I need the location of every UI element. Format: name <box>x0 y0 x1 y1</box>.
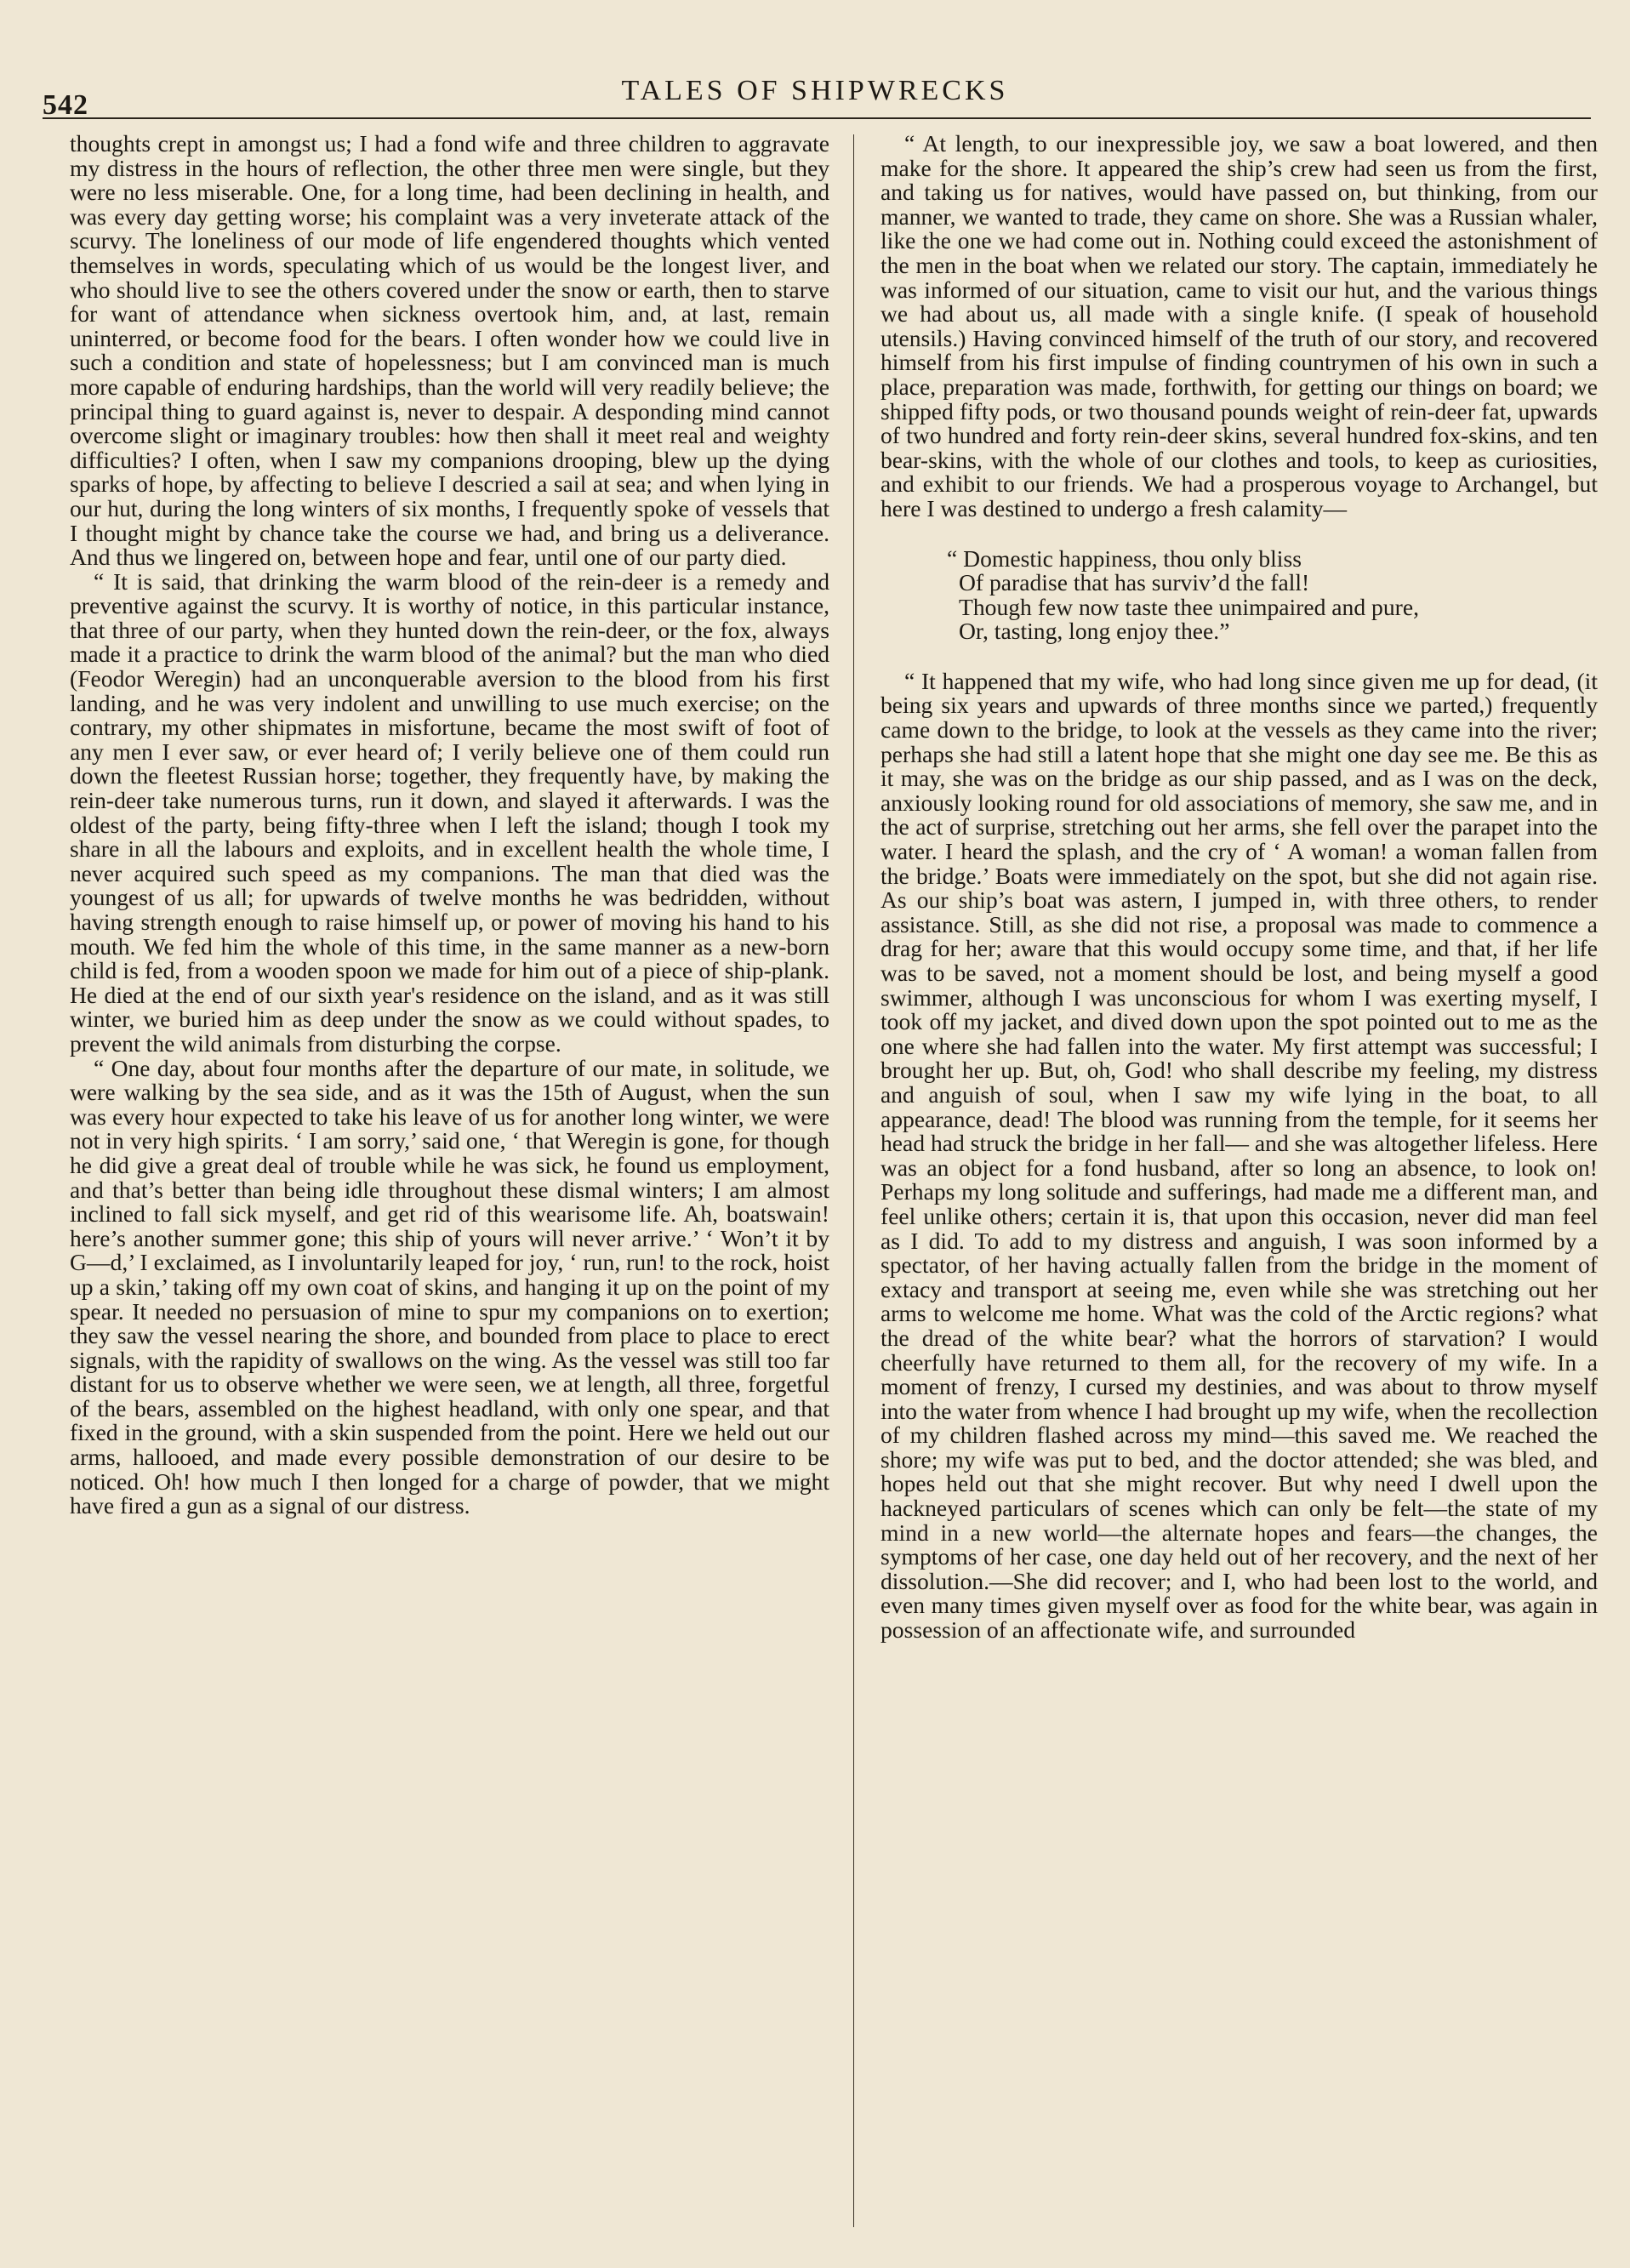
header-rule <box>43 117 1591 119</box>
right-column <box>881 132 1598 1643</box>
left-column <box>70 132 829 1519</box>
verse-line: “ Domestic happiness, thou only bliss <box>947 544 1302 572</box>
paragraph: “ It is said, that drinking the warm blood of the rein-deer is a remedy and preventive against the scurvy. It is worthy of notice, in this particular instance, that three of our party, when they hunted down the rein-deer, or the fox, always made it a practice to drink the warm blood of the animal? but the man who died (Feodor Weregin) had an unconquerable aversion to the blood from his first landing, and he was very indolent and unwilling to use much exercise; on the contrary, my other shipmates in misfortune, became the most swift of foot of any men I ever saw, or ever heard of; I verily believe one of them could run down the fleetest Russian horse; together, they frequently have, by making the rein-deer take numerous turns, run it down, and slayed it afterwards. I was the oldest of the party, being fifty-three when I left the island; though I took my share in all the labours and exploits, and in excellent health the whole time, I never acquired such speed as my companions. The man that died was the youngest of us all; for upwards of twelve months he was bedridden, without having strength enough to raise himself up, or power of moving his hand to his mouth. We fed him the whole of this time, in the same manner as a new-born child is fed, from a wooden spoon we made for him out of a piece of ship-plank. He died at the end of our sixth year's residence on the island, and as it was still winter, we buried him as deep under the snow as we could without spades, to prevent the wild animals from disturbing the corpse. <box>70 567 829 1057</box>
column-divider <box>853 134 854 2227</box>
paragraph: “ At length, to our inexpressible joy, we saw a boat lowered, and then make for the shore. It appeared the ship’s crew had seen us from the first, and taking us for natives, would have passed on, but thinking, from our manner, we wanted to trade, they came on shore. She was a Russian whaler, like the one we had come out in. Nothing could exceed the astonishment of the men in the boat when we related our story. The captain, immediately he was informed of our situation, came to visit our hut, and the various things we had about us, all made with a single knife. (I speak of household utensils.) Having convinced himself of the truth of our story, and recovered himself from his first impulse of finding countrymen of his own in such a place, preparation was made, forthwith, for getting our things on board; we shipped fifty pods, or two thousand pounds weight of rein-deer fat, upwards of two hundred and forty rein-deer skins, several hundred fox-skins, and ten bear-skins, with the whole of our clothes and tools, to keep as curiosities, and exhibit to our friends. We had a prosperous voyage to Archangel, but here I was destined to undergo a fresh calamity— <box>881 130 1598 521</box>
running-head: TALES OF SHIPWRECKS <box>621 75 1009 106</box>
verse-line: Though few now taste thee unimpaired and pure, <box>959 593 1419 620</box>
paragraph: “ One day, about four months after the departure of our mate, in solitude, we were walking by the sea side, and as it was the 15th of August, when the sun was every hour expected to take his leave of us for another long winter, we were not in very high spirits. ‘ I am sorry,’ said one, ‘ that Weregin is gone, for though he did give a great deal of trouble while he was sick, he found us employment, and that’s better than being idle throughout these dismal winters; I am almost inclined to fall sick myself, and get rid of this wearisome life. Ah, boatswain! here’s another summer gone; this ship of yours will never arrive.’ ‘ Won’t it by G—d,’ I exclaimed, as I involuntarily leaped for joy, ‘ run, run! to the rock, hoist up a skin,’ taking off my own coat of skins, and hanging it up on the point of my spear. It needed no persuasion of mine to spur my companions on to exertion; they saw the vessel nearing the shore, and bounded from place to place to erect signals, with the rapidity of swallows on the wing. As the vessel was still too far distant for us to observe whether we were seen, we at length, all three, forgetful of the bears, assembled on the highest headland, with only one spear, and that fixed in the ground, with a skin suspended from the point. Here we held out our arms, hallooed, and made every possible demonstration of our desire to be noticed. Oh! how much I then longed for a charge of powder, that we might have fired a gun as a signal of our distress. <box>70 1054 829 1519</box>
paragraph: thoughts crept in amongst us; I had a fond wife and three children to aggravate my distress in the hours of reflection, the other three men were single, but they were no less miserable. One, for a long time, had been declining in health, and was every day getting worse; his complaint was a very inveterate attack of the scurvy. The loneliness of our mode of life engendered thoughts which vented themselves in words, speculating which of us would be the longest liver, and who should live to see the others covered under the snow or earth, then to starve for want of attendance when sickness overtook him, and, at last, remain uninterred, or become food for the bears. I often wonder how we could live in such a condition and state of hopelessness; but I am convinced man is much more capable of enduring hardships, than the world will very readily believe; the principal thing to guard against is, never to despair. A desponding mind cannot overcome slight or imaginary troubles: how then shall it meet real and weighty difficulties? I often, when I saw my companions drooping, blew up the dying sparks of hope, by affecting to believe I descried a sail at sea; and when lying in our hut, during the long winters of six months, I frequently spoke of vessels that I thought might by chance take the course we had, and bring us a deliverance. And thus we lingered on, between hope and fear, until one of our party died. <box>70 130 829 571</box>
page-number: 542 <box>43 89 88 121</box>
verse-quote <box>947 544 1598 645</box>
verse-line: Or, tasting, long enjoy thee.” <box>959 618 1230 645</box>
verse-line: Of paradise that has surviv’d the fall! <box>959 569 1310 596</box>
paragraph: “ It happened that my wife, who had long since given me up for dead, (it being six years and upwards of three months since we parted,) frequently came down to the bridge, to look at the vessels as they came into the river; perhaps she had still a latent hope that she might one day see me. Be this as it may, she was on the bridge as our ship passed, and as I was on the deck, anxiously looking round for old associations of memory, she saw me, and in the act of surprise, stretching out her arms, she fell over the parapet into the water. I heard the splash, and the cry of ‘ A woman! a woman fallen from the bridge.’ Boats were immediately on the spot, but she did not again rise. As our ship’s boat was astern, I jumped in, with three others, to render assistance. Still, as she did not rise, a proposal was made to commence a drag for her; aware that this would occupy some time, and that, if her life was to be saved, not a moment should be lost, and being myself a good swimmer, although I was unconscious for whom I was exerting myself, I took off my jacket, and dived down upon the spot pointed out to me as the one where she had fallen into the water. My first attempt was successful; I brought her up. But, oh, God! who shall describe my feeling, my distress and anguish of soul, when I saw my wife lying in the boat, to all appearance, dead! The blood was running from the temple, for it seems her head had struck the bridge in her fall— and she was altogether lifeless. Here was an object for a fond husband, after so long an absence, to look on! Perhaps my long solitude and sufferings, had made me a different man, and feel unlike others; certain it is, that upon this occasion, never did man feel as I did. To add to my distress and anguish, I was soon informed by a spectator, of her having actually fallen from the bridge in the moment of extacy and transport at seeing me, even while she was stretching out her arms to welcome me home. What was the cold of the Arctic regions? what the dread of the white bear? what the horrors of starvation? I would cheerfully have returned to them all, for the recovery of my wife. In a moment of frenzy, I cursed my destinies, and was about to throw myself into the water from whence I had brought up my wife, when the recollection of my children flashed across my mind—this saved me. We reached the shore; my wife was put to bed, and the doctor attended; she was bled, and hopes held out that she might recover. But why need I dwell upon the hackneyed particulars of scenes which can only be felt—the state of my mind in a new world—the alternate hopes and fears—the changes, the symptoms of her case, one day held out of her recovery, and the next of her dissolution.—She did recover; and I, who had been lost to the world, and even many times given myself over as food for the white bear, was again in possession of an affectionate wife, and surrounded <box>881 667 1598 1644</box>
